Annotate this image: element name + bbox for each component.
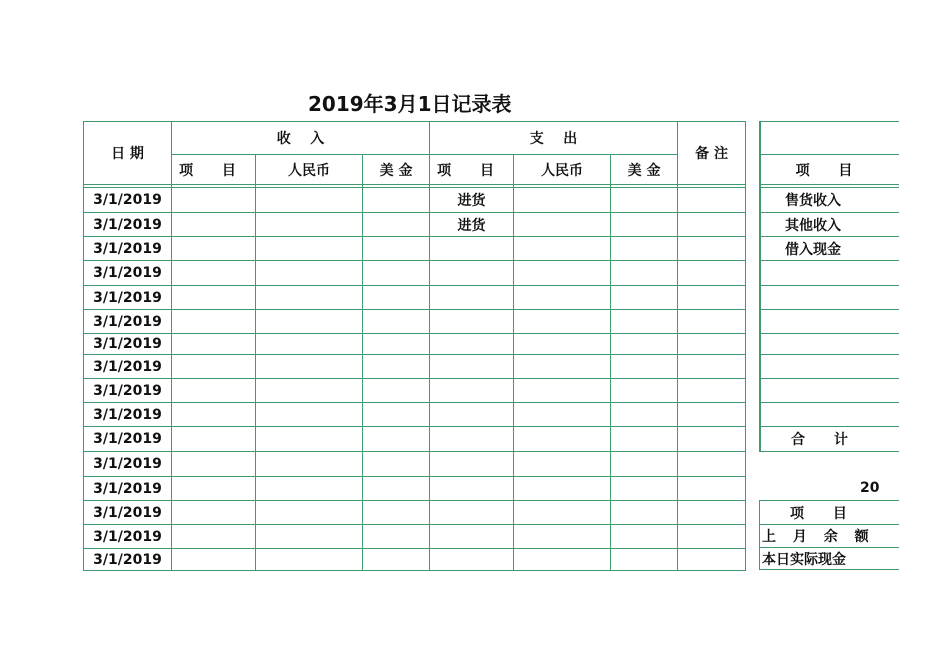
- side-header-top: [760, 122, 899, 155]
- side-item-cell[interactable]: [760, 286, 899, 310]
- cell-date: 3/1/2019: [84, 213, 172, 237]
- header-expense-rmb: 人民币: [514, 155, 611, 185]
- side-item-cell[interactable]: [760, 403, 899, 427]
- cell-date: 3/1/2019: [84, 286, 172, 310]
- cell-date: 3/1/2019: [84, 477, 172, 501]
- cell-date: 3/1/2019: [84, 501, 172, 525]
- header-income-usd: 美 金: [363, 155, 430, 185]
- side-item-cell[interactable]: [760, 261, 899, 286]
- side-header-item: 项 目: [760, 155, 899, 185]
- page-title: 2019年3月1日记录表: [308, 92, 512, 116]
- side-item-cell[interactable]: 售货收入: [760, 188, 899, 213]
- cell-date: 3/1/2019: [84, 427, 172, 452]
- side-item-cell[interactable]: [760, 355, 899, 379]
- header-note: 备 注: [678, 122, 746, 185]
- side-item-cell[interactable]: [760, 310, 899, 334]
- header-expense: 支 出: [430, 122, 678, 155]
- summary-row-actual-cash: 本日实际现金: [760, 548, 900, 570]
- side-item-cell[interactable]: [760, 334, 899, 355]
- cell-expense-item[interactable]: 进货: [430, 213, 514, 237]
- side-total: 合 计: [760, 427, 899, 452]
- cell-date: 3/1/2019: [84, 188, 172, 213]
- header-income-item: 项 目: [172, 155, 256, 185]
- cell-date: 3/1/2019: [84, 549, 172, 571]
- cell-date: 3/1/2019: [84, 379, 172, 403]
- cell-date: 3/1/2019: [84, 334, 172, 355]
- side-item-cell[interactable]: 其他收入: [760, 213, 899, 237]
- cell-date: 3/1/2019: [84, 452, 172, 477]
- header-expense-item: 项 目: [430, 155, 514, 185]
- header-date: 日 期: [84, 122, 172, 185]
- cell-date: 3/1/2019: [84, 355, 172, 379]
- header-income-rmb: 人民币: [256, 155, 363, 185]
- side-year-fragment: 20: [860, 480, 880, 496]
- cell-expense-item[interactable]: 进货: [430, 188, 514, 213]
- side-summary-table: [759, 500, 899, 570]
- side-income-table: [759, 121, 899, 452]
- side-item-cell[interactable]: [760, 379, 899, 403]
- summary-header-item: 项 目: [760, 501, 900, 525]
- side-item-cell[interactable]: 借入现金: [760, 237, 899, 261]
- cell-date: 3/1/2019: [84, 237, 172, 261]
- header-expense-usd: 美 金: [611, 155, 678, 185]
- header-income: 收 入: [172, 122, 430, 155]
- cell-date: 3/1/2019: [84, 403, 172, 427]
- cell-date: 3/1/2019: [84, 310, 172, 334]
- summary-row-last-month: 上 月 余 额: [760, 525, 900, 548]
- cell-date: 3/1/2019: [84, 525, 172, 549]
- cell-date: 3/1/2019: [84, 261, 172, 286]
